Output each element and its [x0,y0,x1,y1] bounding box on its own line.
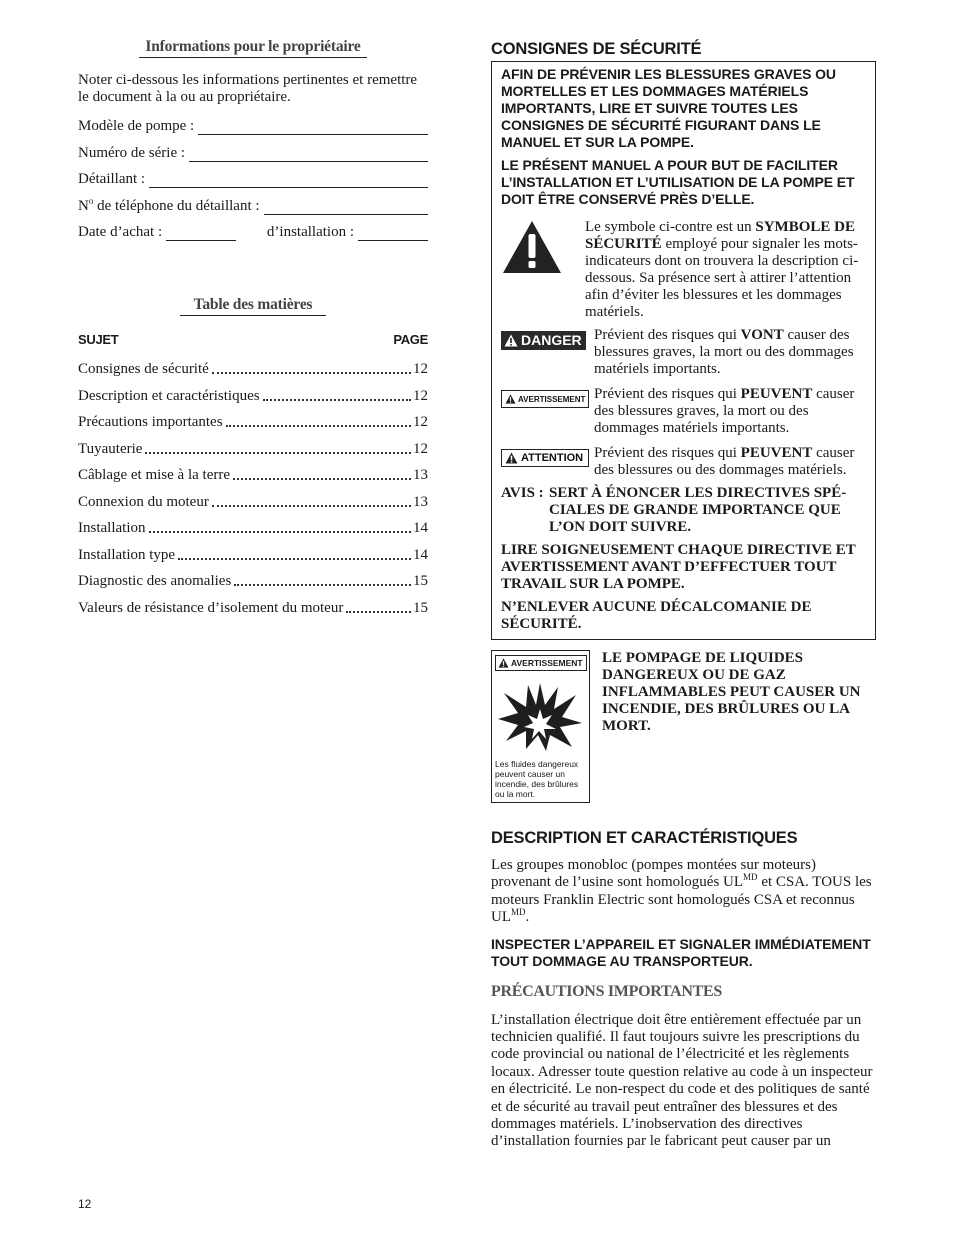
toc-header [78,332,428,347]
warning-row [501,386,869,437]
safety-para-2: LE PRÉSENT MANUEL A POUR BUT DE FACILITER L’INSTALLATION ET L’UTILISATION DE LA POMPE ET DOIT ÊTRE CONSERVÉ PRÈS D’ELLE. [501,157,855,207]
install-date-label: d’installation : [266,224,354,240]
toc-title: Table des matières [78,296,428,316]
toc-label: Précautions importantes [78,414,223,430]
model-field[interactable] [78,118,428,135]
explosion-icon [496,679,584,758]
dealer-field[interactable] [78,171,428,188]
purchase-date-label: Date d’achat : [78,224,163,240]
caution-row [501,445,869,479]
hazard-alert-icon [498,658,509,668]
safety-para-1: AFIN DE PRÉVENIR LES BLESSURES GRAVES OU MORTELLES ET LES DOMMAGES MATÉRIELS IMPORTANTS, LIRE ET SUIVRE TOUTES LES CONSIGNES DE SÉCURITÉ FIGURANT DANS LE MANUEL ET SUR LA POMPE. [501,66,836,150]
toc-row[interactable] [78,520,428,537]
toc-row[interactable] [78,388,428,405]
toc-leader-dots [234,584,411,586]
toc-page-header: PAGE [393,332,428,347]
install-date-line[interactable] [358,228,428,241]
model-label: Modèle de pompe : [78,118,195,134]
toc-page-number: 14 [413,520,428,536]
description-heading: DESCRIPTION ET CARACTÉRISTIQUES [491,829,798,847]
purchase-date-line[interactable] [166,228,236,241]
safety-symbol-row [501,219,869,321]
toc-row[interactable] [78,467,428,484]
hazard-label-box [491,650,590,803]
warning-badge: AVERTISSEMENT [501,390,589,408]
danger-text: Prévient des risques qui VONT causer des blessures graves, la mort ou des dommages matériels importants. [594,327,854,377]
decal-notice: N’ENLEVER AUCUNE DÉCALCOMANIE DE SÉCURITÉ. [501,599,812,632]
owner-info-intro: Noter ci-dessous les informations pertinentes et remettre le document à la ou au propriétaire. [78,72,418,105]
toc-row[interactable] [78,414,428,431]
safety-box [491,61,876,640]
toc-leader-dots [178,558,411,560]
caution-text: Prévient des risques qui PEUVENT causer des blessures ou des dommages matériels. [594,445,855,478]
toc-subject-header: SUJET [78,332,119,347]
danger-badge: DANGER [501,331,586,350]
toc-leader-dots [263,399,411,401]
serial-label: Numéro de série : [78,144,186,161]
toc-label: Consignes de sécurité [78,361,209,377]
caution-alert-icon [505,452,518,464]
toc-row[interactable] [78,547,428,564]
toc-leader-dots [233,478,411,480]
serial-field[interactable] [78,145,428,162]
precautions-text: L’installation électrique doit être entièrement effectuée par un technicien qualifié. Il faut toujours suivre les prescriptions du code provincial ou national de l’électricité et les règlements locaux. Adresser toute question relative au code à un inspecteur en électricité. Le non-respect du code et des politiques de santé et de sécurité au travail peut entraîner des blessures et des dommages matériels. L’inobservation des directives d’installation fournies par le fabricant peut causer par un [491,1011,873,1150]
toc-page-number: 12 [413,440,428,457]
safety-alert-icon [501,219,585,321]
description-paragraph: Les groupes monobloc (pompes montées sur moteurs) provenant de l’usine sont homologués $UL^{MD}$ et CSA. TOUS les moteurs Franklin Electric sont homologués CSA et reconnus $UL^{MD}$. [491,857,872,926]
toc-leader-dots [145,452,411,454]
toc-label: Tuyauterie [78,440,143,457]
toc-leader-dots [226,425,411,427]
toc-label: Description et caractéristiques [78,387,260,404]
dealer-phone-label: $N^o$ de téléphone du détaillant : [78,195,260,214]
avis-text: SERT À ÉNONCER LES DIRECTIVES SPÉ-CIALES DE GRANDE IMPORTANCE QUE L’ON DOIT SUIVRE. [549,485,847,535]
hazard-warning [491,650,876,803]
toc-leader-dots [212,505,411,507]
avis-notice [501,485,869,536]
owner-info-title: Informations pour le propriétaire [78,38,428,58]
toc-label: Câblage et mise à la terre [78,467,231,483]
toc-label: Diagnostic des anomalies [78,573,232,589]
danger-row [501,327,869,378]
toc-label: Installation [78,520,146,536]
dealer-phone-line[interactable] [264,202,428,215]
toc-label: Valeurs de résistance d’isolement du moteur [78,599,344,616]
toc-row[interactable] [78,441,428,458]
toc-row[interactable] [78,494,428,511]
serial-line[interactable] [189,149,428,162]
warning-text: Prévient des risques qui PEUVENT causer des blessures graves, la mort ou des dommages matériels importants. [594,386,855,436]
toc-page-number: 12 [413,414,428,430]
left-column [78,38,428,617]
toc-row[interactable] [78,573,428,590]
model-line[interactable] [198,122,428,135]
hazard-caption: Les fluides dangereux peuvent causer un incendie, des brûlures ou la mort. [495,759,579,799]
toc-page-number: 12 [413,361,428,377]
right-column [491,40,876,1151]
danger-alert-icon [504,334,518,347]
toc-leader-dots [149,531,412,533]
safety-symbol-text: Le symbole ci-contre est un SYMBOLE DE SÉCURITÉ employé pour signaler les mots-indicateurs dont on trouvera la description ci-dessous. Sa présence sert à attirer l’attention afin d’éviter les blessures et les dommages matériels. [585,219,859,320]
read-instructions: LIRE SOIGNEUSEMENT CHAQUE DIRECTIVE ET AVERTISSEMENT AVANT D’EFFECTUER TOUT TRAVAIL SUR LA POMPE. [501,542,856,592]
toc-page-number: 13 [413,493,428,510]
caution-badge: ATTENTION [501,449,589,467]
toc-row[interactable] [78,600,428,617]
toc-page-number: 15 [413,573,428,589]
toc-leader-dots [346,611,411,613]
toc-page-number: 15 [413,599,428,616]
dealer-line[interactable] [149,175,428,188]
toc-page-number: 14 [413,546,428,563]
avis-label: AVIS : [501,485,544,501]
warning-alert-icon [505,394,516,404]
toc-label: Installation type [78,546,176,563]
toc-leader-dots [212,372,411,374]
precautions-heading: PRÉCAUTIONS IMPORTANTES [491,982,722,1000]
hazard-warning-badge: AVERTISSEMENT [495,655,587,671]
toc-page-number: 12 [413,387,428,404]
inspect-notice: INSPECTER L’APPAREIL ET SIGNALER IMMÉDIATEMENT TOUT DOMMAGE AU TRANSPORTEUR. [491,935,871,969]
page-number: 12 [78,1197,92,1211]
toc-row[interactable] [78,361,428,378]
dealer-label: Détaillant : [78,171,146,187]
toc-label: Connexion du moteur [78,493,209,510]
dates-field[interactable] [78,224,428,241]
hazard-text: LE POMPAGE DE LIQUIDES DANGEREUX OU DE GAZ INFLAMMABLES PEUT CAUSER UN INCENDIE, DES BRÛLURES OU LA MORT. [602,650,861,734]
toc-list [78,361,428,617]
dealer-phone-field[interactable] [78,195,428,215]
safety-heading: CONSIGNES DE SÉCURITÉ [491,40,702,58]
toc-page-number: 13 [413,467,428,483]
